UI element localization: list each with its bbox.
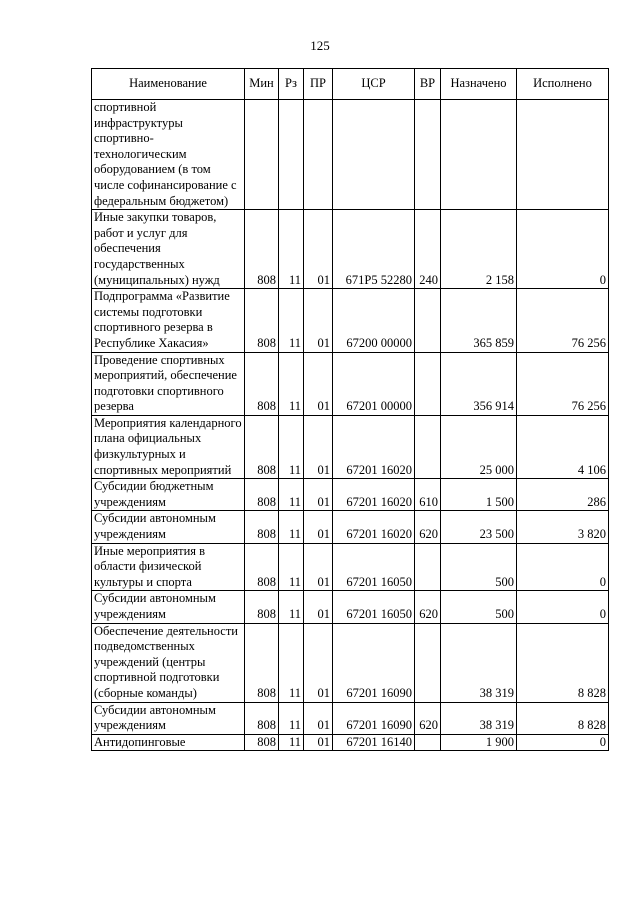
- row-pr: 01: [304, 623, 333, 702]
- row-assigned: 38 319: [441, 702, 517, 734]
- row-rz: 11: [279, 352, 304, 415]
- table-row: [92, 543, 609, 591]
- header-vr: ВР: [415, 69, 441, 100]
- row-rz: 11: [279, 415, 304, 478]
- table-row: [92, 623, 609, 702]
- row-min: 808: [245, 352, 279, 415]
- header-executed: Исполнено: [517, 69, 609, 100]
- row-executed: 0: [517, 734, 609, 751]
- row-executed: 0: [517, 210, 609, 289]
- row-rz: 11: [279, 479, 304, 511]
- table-row: [92, 415, 609, 478]
- row-rz: 11: [279, 511, 304, 543]
- row-pr: 01: [304, 352, 333, 415]
- table-row: [92, 352, 609, 415]
- row-name: Антидопинговые: [92, 734, 245, 751]
- row-vr: [415, 289, 441, 352]
- row-csr: 67201 16020: [333, 511, 415, 543]
- row-name: спортивной инфраструктуры спортивно-технологическим оборудованием (в том числе софинансирование с федеральным бюджетом): [92, 100, 245, 210]
- row-min: 808: [245, 479, 279, 511]
- row-vr: 620: [415, 702, 441, 734]
- row-csr: 67201 16020: [333, 415, 415, 478]
- row-executed: [517, 100, 609, 210]
- row-csr: 67201 16050: [333, 543, 415, 591]
- row-name: Субсидии автономным учреждениям: [92, 702, 245, 734]
- row-pr: 01: [304, 511, 333, 543]
- row-min: 808: [245, 415, 279, 478]
- row-vr: [415, 623, 441, 702]
- row-min: 808: [245, 543, 279, 591]
- row-executed: 4 106: [517, 415, 609, 478]
- row-pr: 01: [304, 734, 333, 751]
- table-row: [92, 702, 609, 734]
- row-rz: 11: [279, 591, 304, 623]
- row-assigned: 500: [441, 543, 517, 591]
- row-executed: 0: [517, 591, 609, 623]
- row-vr: 610: [415, 479, 441, 511]
- header-csr: ЦСР: [333, 69, 415, 100]
- row-name: Подпрограмма «Развитие системы подготовки спортивного резерва в Республике Хакасия»: [92, 289, 245, 352]
- row-rz: 11: [279, 289, 304, 352]
- row-min: 808: [245, 734, 279, 751]
- page-number: 125: [310, 38, 330, 53]
- row-csr: [333, 100, 415, 210]
- row-min: 808: [245, 702, 279, 734]
- row-executed: 0: [517, 543, 609, 591]
- table-row: [92, 479, 609, 511]
- header-assigned: Назначено: [441, 69, 517, 100]
- row-name: Субсидии автономным учреждениям: [92, 591, 245, 623]
- row-assigned: 2 158: [441, 210, 517, 289]
- row-executed: 8 828: [517, 623, 609, 702]
- row-min: 808: [245, 511, 279, 543]
- row-executed: 3 820: [517, 511, 609, 543]
- row-rz: 11: [279, 734, 304, 751]
- row-min: 808: [245, 591, 279, 623]
- row-vr: 240: [415, 210, 441, 289]
- row-csr: 67201 00000: [333, 352, 415, 415]
- row-assigned: 500: [441, 591, 517, 623]
- row-vr: [415, 415, 441, 478]
- row-pr: 01: [304, 415, 333, 478]
- row-csr: 67201 16020: [333, 479, 415, 511]
- row-pr: [304, 100, 333, 210]
- row-rz: 11: [279, 702, 304, 734]
- header-name: Наименование: [92, 69, 245, 100]
- row-rz: 11: [279, 623, 304, 702]
- row-min: 808: [245, 623, 279, 702]
- row-assigned: 1 900: [441, 734, 517, 751]
- row-csr: 67200 00000: [333, 289, 415, 352]
- row-assigned: 356 914: [441, 352, 517, 415]
- row-executed: 286: [517, 479, 609, 511]
- row-csr: 671P5 52280: [333, 210, 415, 289]
- table-row: [92, 100, 609, 210]
- row-name: Иные мероприятия в области физической культуры и спорта: [92, 543, 245, 591]
- row-vr: [415, 543, 441, 591]
- row-executed: 8 828: [517, 702, 609, 734]
- table-row: [92, 289, 609, 352]
- table-row: [92, 734, 609, 751]
- row-pr: 01: [304, 479, 333, 511]
- row-pr: 01: [304, 289, 333, 352]
- row-csr: 67201 16140: [333, 734, 415, 751]
- row-min: [245, 100, 279, 210]
- row-name: Иные закупки товаров, работ и услуг для обеспечения государственных (муниципальных) нужд: [92, 210, 245, 289]
- row-csr: 67201 16090: [333, 623, 415, 702]
- row-rz: 11: [279, 543, 304, 591]
- row-executed: 76 256: [517, 352, 609, 415]
- row-min: 808: [245, 210, 279, 289]
- row-assigned: 25 000: [441, 415, 517, 478]
- row-min: 808: [245, 289, 279, 352]
- row-vr: 620: [415, 591, 441, 623]
- header-pr: ПР: [304, 69, 333, 100]
- row-csr: 67201 16090: [333, 702, 415, 734]
- header-min: Мин: [245, 69, 279, 100]
- row-pr: 01: [304, 702, 333, 734]
- row-assigned: [441, 100, 517, 210]
- row-name: Проведение спортивных мероприятий, обеспечение подготовки спортивного резерва: [92, 352, 245, 415]
- row-rz: 11: [279, 210, 304, 289]
- row-pr: 01: [304, 543, 333, 591]
- header-rz: Рз: [279, 69, 304, 100]
- row-executed: 76 256: [517, 289, 609, 352]
- row-assigned: 1 500: [441, 479, 517, 511]
- header-row: [92, 69, 609, 100]
- row-vr: [415, 734, 441, 751]
- row-assigned: 38 319: [441, 623, 517, 702]
- row-vr: 620: [415, 511, 441, 543]
- row-vr: [415, 100, 441, 210]
- row-pr: 01: [304, 591, 333, 623]
- row-csr: 67201 16050: [333, 591, 415, 623]
- row-name: Субсидии бюджетным учреждениям: [92, 479, 245, 511]
- table-row: [92, 210, 609, 289]
- row-rz: [279, 100, 304, 210]
- row-name: Субсидии автономным учреждениям: [92, 511, 245, 543]
- row-pr: 01: [304, 210, 333, 289]
- row-name: Обеспечение деятельности подведомственных учреждений (центры спортивной подготовки (сборные команды): [92, 623, 245, 702]
- table-row: [92, 591, 609, 623]
- row-vr: [415, 352, 441, 415]
- row-assigned: 365 859: [441, 289, 517, 352]
- row-assigned: 23 500: [441, 511, 517, 543]
- row-name: Мероприятия календарного плана официальных физкультурных и спортивных мероприятий: [92, 415, 245, 478]
- budget-table: [91, 68, 609, 751]
- table-row: [92, 511, 609, 543]
